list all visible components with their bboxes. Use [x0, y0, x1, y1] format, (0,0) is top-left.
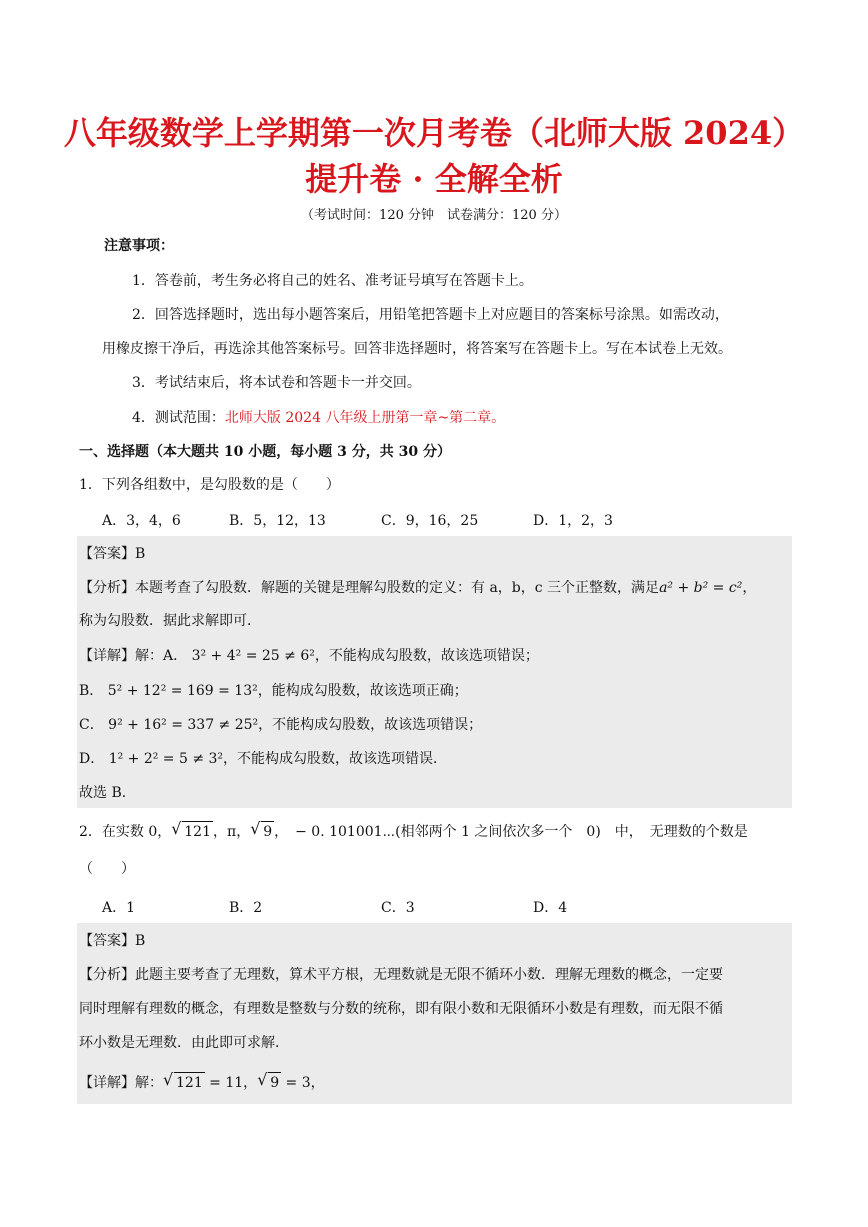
- q2-detail: [79, 1072, 325, 1093]
- q2-option-b: B．2: [229, 900, 263, 916]
- exam-title-line2: 提升卷 · 全解全析: [305, 160, 563, 198]
- q2-stem-suffix: ， − 0. 101001⋯(相邻两个 1 之间依次多一个 0) 中， 无理数的个数是: [274, 824, 748, 840]
- q1-detail-d: [79, 749, 447, 769]
- q2-stem-paren: （ ）: [79, 861, 135, 877]
- q1-detail-c-formula: 9² + 16² = 337 ≠ 25²: [108, 717, 259, 733]
- q1-detail-b-label: B．: [79, 683, 104, 699]
- q1-detail-b-formula: 5² + 12² = 169 = 13²: [107, 683, 258, 699]
- q2-detail-prefix: 【详解】解：: [79, 1075, 163, 1091]
- note-item-2a: 2．回答选择题时，选出每小题答案后，用铅笔把答题卡上对应题目的答案标号涂黑。如需改动，: [132, 307, 729, 323]
- q2-analysis-line3: 环小数是无理数．由此即可求解．: [79, 1035, 289, 1051]
- q1-detail-b: [79, 681, 468, 701]
- q2-option-c: C．3: [381, 900, 415, 916]
- q2-detail-sqrt-9: √ 9: [268, 1072, 281, 1093]
- q2-stem-prefix: 2．在实数 0，: [79, 824, 172, 840]
- exam-title-line1: 八年级数学上学期第一次月考卷（北师大版 2024）: [63, 114, 805, 152]
- q2-analysis-line2: 同时理解有理数的概念，有理数是整数与分数的统称，即有限小数和无限循环小数是有理数，而无限不循: [79, 1001, 723, 1017]
- test-range: 北师大版 2024 八年级上册第一章~第二章。: [224, 410, 506, 426]
- q2-stem-pi: ，π，: [213, 824, 251, 840]
- question-1-stem: 1．下列各组数中，是勾股数的是（ ）: [79, 477, 340, 493]
- note-item-4-prefix: 4．测试范围：: [132, 410, 225, 426]
- q1-detail-prefix: 【详解】解：A．: [79, 648, 188, 664]
- q1-analysis-text: 【分析】本题考查了勾股数．解题的关键是理解勾股数的定义：有 a，b，c 三个正整数，满足: [79, 580, 660, 596]
- q1-analysis-formula: a² + b² = c²: [659, 580, 743, 596]
- exam-meta: （考试时间：120 分钟 试卷满分：120 分）: [301, 208, 567, 223]
- q2-detail-eq1: = 11，: [204, 1075, 258, 1091]
- q2-sqrt-121: √ 121: [182, 821, 213, 842]
- section-heading: 一、选择题（本大题共 10 小题，每小题 3 分，共 30 分）: [79, 444, 451, 460]
- q1-detail-a-formula: 3² + 4² = 25 ≠ 6²: [191, 648, 315, 664]
- notes-heading: 注意事项：: [104, 238, 174, 254]
- q2-analysis-line1: 【分析】此题主要考查了无理数，算术平方根，无理数就是无限不循环小数．理解无理数的概念，一定要: [79, 967, 723, 983]
- q1-option-c: C．9，16，25: [381, 513, 479, 529]
- q1-option-d: D．1，2，3: [533, 513, 613, 529]
- q1-analysis-suffix: ，: [742, 580, 757, 596]
- question-2-stem: [79, 821, 748, 842]
- q1-option-b: B．5，12，13: [229, 513, 326, 529]
- q2-option-a: A．1: [102, 900, 136, 916]
- q1-detail-c-label: C．: [79, 717, 104, 733]
- q1-detail-d-formula: 1² + 2² = 5 ≠ 3²: [108, 751, 224, 767]
- q2-sqrt-9: √ 9: [261, 821, 274, 842]
- q1-option-a: A．3，4，6: [102, 513, 181, 529]
- q1-analysis: [79, 578, 756, 598]
- q1-detail-d-label: D．: [79, 751, 105, 767]
- q1-detail-a-text: ，不能构成勾股数，故该选项错误；: [314, 648, 539, 664]
- q2-answer: 【答案】B: [79, 933, 146, 949]
- q1-conclusion: 故选 B．: [79, 785, 136, 801]
- note-item-3: 3．考试结束后，将本试卷和答题卡一并交回。: [132, 375, 421, 391]
- note-item-4: [132, 408, 505, 428]
- q2-detail-eq2: = 3，: [281, 1075, 325, 1091]
- q2-detail-sqrt-121: √ 121: [174, 1072, 205, 1093]
- q1-detail-a: [79, 646, 539, 666]
- note-item-2b: 用橡皮擦干净后，再选涂其他答案标号。回答非选择题时，将答案写在答题卡上。写在本试卷上无效。: [102, 341, 732, 357]
- q1-detail-c-text: ，不能构成勾股数，故该选项错误；: [258, 717, 483, 733]
- q1-answer: 【答案】B: [79, 546, 146, 562]
- q1-detail-c: [79, 715, 482, 735]
- q2-option-d: D．4: [533, 900, 568, 916]
- note-item-1: 1．答卷前，考生务必将自己的姓名、准考证号填写在答题卡上。: [132, 273, 533, 289]
- q1-detail-b-text: ，能构成勾股数，故该选项正确；: [257, 683, 468, 699]
- q1-analysis-line2: 称为勾股数．据此求解即可．: [79, 613, 261, 629]
- q1-detail-d-text: ，不能构成勾股数，故该选项错误．: [223, 751, 448, 767]
